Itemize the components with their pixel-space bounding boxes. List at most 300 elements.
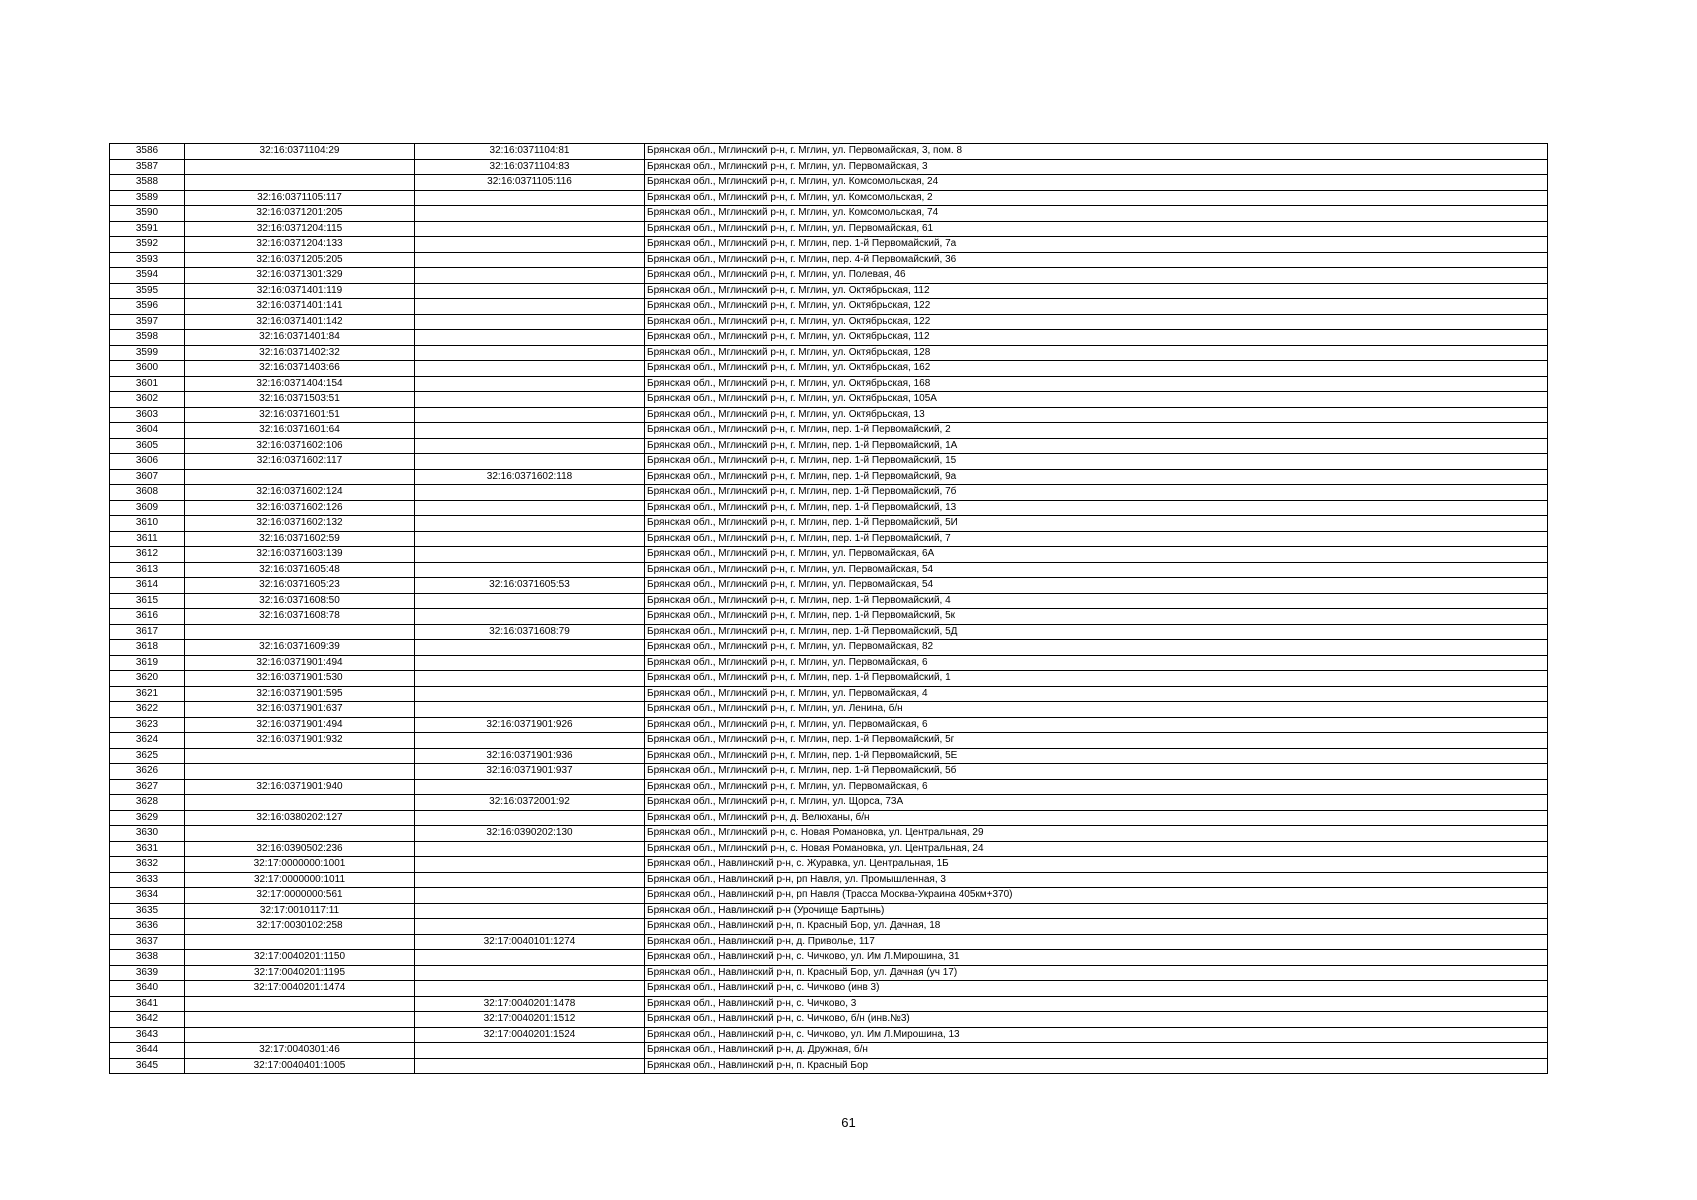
row-number-cell: 3610	[110, 516, 185, 532]
linked-cadastral-number-cell	[415, 407, 645, 423]
table-row	[110, 345, 1548, 361]
cadastral-number-cell: 32:16:0371402:32	[185, 345, 415, 361]
row-number-cell: 3624	[110, 733, 185, 749]
cadastral-number-cell: 32:16:0371901:932	[185, 733, 415, 749]
address-cell: Брянская обл., Мглинский р-н, г. Мглин, пер. 1-й Первомайский, 7а	[645, 237, 1548, 253]
table-row	[110, 888, 1548, 904]
linked-cadastral-number-cell	[415, 237, 645, 253]
row-number-cell: 3632	[110, 857, 185, 873]
address-cell: Брянская обл., Мглинский р-н, г. Мглин, ул. Комсомольская, 74	[645, 206, 1548, 222]
row-number-cell: 3644	[110, 1043, 185, 1059]
linked-cadastral-number-cell: 32:16:0371602:118	[415, 469, 645, 485]
cadastral-number-cell: 32:16:0371603:139	[185, 547, 415, 563]
address-cell: Брянская обл., Мглинский р-н, г. Мглин, ул. Октябрьская, 112	[645, 283, 1548, 299]
cadastral-number-cell: 32:16:0371901:637	[185, 702, 415, 718]
row-number-cell: 3625	[110, 748, 185, 764]
cadastral-number-cell: 32:16:0371401:142	[185, 314, 415, 330]
address-cell: Брянская обл., Мглинский р-н, г. Мглин, пер. 1-й Первомайский, 5г	[645, 733, 1548, 749]
row-number-cell: 3603	[110, 407, 185, 423]
address-cell: Брянская обл., Навлинский р-н, рп Навля, ул. Промышленная, 3	[645, 872, 1548, 888]
cadastral-number-cell: 32:16:0371602:59	[185, 531, 415, 547]
table-row	[110, 1027, 1548, 1043]
table-row	[110, 609, 1548, 625]
row-number-cell: 3594	[110, 268, 185, 284]
linked-cadastral-number-cell	[415, 454, 645, 470]
linked-cadastral-number-cell	[415, 1058, 645, 1074]
table-row	[110, 423, 1548, 439]
cadastral-number-cell: 32:16:0371205:205	[185, 252, 415, 268]
cadastral-number-cell	[185, 764, 415, 780]
address-cell: Брянская обл., Мглинский р-н, г. Мглин, пер. 1-й Первомайский, 1	[645, 671, 1548, 687]
linked-cadastral-number-cell: 32:16:0372001:92	[415, 795, 645, 811]
linked-cadastral-number-cell	[415, 206, 645, 222]
address-cell: Брянская обл., Мглинский р-н, г. Мглин, ул. Октябрьская, 122	[645, 299, 1548, 315]
cadastral-number-cell: 32:16:0371602:106	[185, 438, 415, 454]
row-number-cell: 3602	[110, 392, 185, 408]
row-number-cell: 3641	[110, 996, 185, 1012]
row-number-cell: 3590	[110, 206, 185, 222]
address-cell: Брянская обл., Мглинский р-н, г. Мглин, пер. 1-й Первомайский, 13	[645, 500, 1548, 516]
cadastral-number-cell	[185, 1012, 415, 1028]
linked-cadastral-number-cell	[415, 516, 645, 532]
linked-cadastral-number-cell: 32:16:0371608:79	[415, 624, 645, 640]
cadastral-number-cell: 32:17:0000000:1011	[185, 872, 415, 888]
table-row	[110, 159, 1548, 175]
address-cell: Брянская обл., Навлинский р-н, п. Красный Бор	[645, 1058, 1548, 1074]
row-number-cell: 3634	[110, 888, 185, 904]
address-cell: Брянская обл., Мглинский р-н, г. Мглин, ул. Первомайская, 6	[645, 717, 1548, 733]
cadastral-number-cell	[185, 748, 415, 764]
address-cell: Брянская обл., Мглинский р-н, г. Мглин, ул. Щорса, 73А	[645, 795, 1548, 811]
row-number-cell: 3593	[110, 252, 185, 268]
table-row	[110, 1058, 1548, 1074]
row-number-cell: 3598	[110, 330, 185, 346]
linked-cadastral-number-cell	[415, 779, 645, 795]
cadastral-number-cell: 32:16:0371602:132	[185, 516, 415, 532]
cadastral-number-cell: 32:17:0000000:561	[185, 888, 415, 904]
table-row	[110, 144, 1548, 160]
cadastral-number-cell: 32:16:0371401:119	[185, 283, 415, 299]
address-cell: Брянская обл., Мглинский р-н, г. Мглин, пер. 1-й Первомайский, 4	[645, 593, 1548, 609]
row-number-cell: 3614	[110, 578, 185, 594]
row-number-cell: 3619	[110, 655, 185, 671]
linked-cadastral-number-cell	[415, 221, 645, 237]
row-number-cell: 3628	[110, 795, 185, 811]
table-row	[110, 500, 1548, 516]
linked-cadastral-number-cell	[415, 919, 645, 935]
table-row	[110, 779, 1548, 795]
address-cell: Брянская обл., Мглинский р-н, г. Мглин, ул. Первомайская, 54	[645, 578, 1548, 594]
cadastral-number-cell: 32:16:0371901:494	[185, 655, 415, 671]
address-cell: Брянская обл., Мглинский р-н, г. Мглин, ул. Октябрьская, 122	[645, 314, 1548, 330]
cadastral-table	[109, 143, 1548, 1074]
cadastral-number-cell: 32:17:0040301:46	[185, 1043, 415, 1059]
address-cell: Брянская обл., Мглинский р-н, г. Мглин, ул. Октябрьская, 112	[645, 330, 1548, 346]
linked-cadastral-number-cell	[415, 252, 645, 268]
address-cell: Брянская обл., Мглинский р-н, г. Мглин, пер. 1-й Первомайский, 15	[645, 454, 1548, 470]
linked-cadastral-number-cell: 32:17:0040201:1524	[415, 1027, 645, 1043]
table-row	[110, 531, 1548, 547]
cadastral-number-cell: 32:16:0371301:329	[185, 268, 415, 284]
linked-cadastral-number-cell	[415, 810, 645, 826]
address-cell: Брянская обл., Мглинский р-н, г. Мглин, ул. Первомайская, 3, пом. 8	[645, 144, 1548, 160]
table-row	[110, 965, 1548, 981]
address-cell: Брянская обл., Мглинский р-н, г. Мглин, пер. 1-й Первомайский, 9а	[645, 469, 1548, 485]
row-number-cell: 3645	[110, 1058, 185, 1074]
row-number-cell: 3600	[110, 361, 185, 377]
address-cell: Брянская обл., Мглинский р-н, г. Мглин, ул. Первомайская, 3	[645, 159, 1548, 175]
linked-cadastral-number-cell	[415, 841, 645, 857]
cadastral-number-cell: 32:16:0371401:141	[185, 299, 415, 315]
address-cell: Брянская обл., Мглинский р-н, д. Велюханы, б/н	[645, 810, 1548, 826]
address-cell: Брянская обл., Навлинский р-н, п. Красный Бор, ул. Дачная (уч 17)	[645, 965, 1548, 981]
cadastral-number-cell	[185, 795, 415, 811]
cadastral-number-cell: 32:17:0030102:258	[185, 919, 415, 935]
linked-cadastral-number-cell	[415, 330, 645, 346]
row-number-cell: 3620	[110, 671, 185, 687]
cadastral-number-cell	[185, 996, 415, 1012]
table-row	[110, 903, 1548, 919]
table-row	[110, 206, 1548, 222]
cadastral-number-cell	[185, 469, 415, 485]
page-number: 61	[841, 1115, 856, 1130]
address-cell: Брянская обл., Мглинский р-н, г. Мглин, пер. 1-й Первомайский, 7	[645, 531, 1548, 547]
cadastral-number-cell: 32:16:0371503:51	[185, 392, 415, 408]
table-row	[110, 376, 1548, 392]
row-number-cell: 3596	[110, 299, 185, 315]
row-number-cell: 3616	[110, 609, 185, 625]
address-cell: Брянская обл., Мглинский р-н, г. Мглин, ул. Октябрьская, 168	[645, 376, 1548, 392]
cadastral-number-cell: 32:16:0371601:51	[185, 407, 415, 423]
table-row	[110, 748, 1548, 764]
linked-cadastral-number-cell	[415, 283, 645, 299]
table-row	[110, 190, 1548, 206]
row-number-cell: 3636	[110, 919, 185, 935]
row-number-cell: 3604	[110, 423, 185, 439]
table-row	[110, 175, 1548, 191]
address-cell: Брянская обл., Мглинский р-н, г. Мглин, пер. 1-й Первомайский, 5к	[645, 609, 1548, 625]
table-row	[110, 764, 1548, 780]
linked-cadastral-number-cell	[415, 376, 645, 392]
linked-cadastral-number-cell	[415, 392, 645, 408]
row-number-cell: 3597	[110, 314, 185, 330]
address-cell: Брянская обл., Навлинский р-н, п. Красный Бор, ул. Дачная, 18	[645, 919, 1548, 935]
cadastral-number-cell: 32:16:0371605:23	[185, 578, 415, 594]
table-row	[110, 578, 1548, 594]
row-number-cell: 3617	[110, 624, 185, 640]
linked-cadastral-number-cell	[415, 655, 645, 671]
table-row	[110, 454, 1548, 470]
table-row	[110, 392, 1548, 408]
address-cell: Брянская обл., Мглинский р-н, г. Мглин, ул. Первомайская, 4	[645, 686, 1548, 702]
linked-cadastral-number-cell: 32:16:0371901:937	[415, 764, 645, 780]
table-row	[110, 671, 1548, 687]
linked-cadastral-number-cell	[415, 950, 645, 966]
linked-cadastral-number-cell	[415, 268, 645, 284]
table-row	[110, 872, 1548, 888]
linked-cadastral-number-cell	[415, 686, 645, 702]
linked-cadastral-number-cell	[415, 485, 645, 501]
linked-cadastral-number-cell: 32:16:0371104:81	[415, 144, 645, 160]
cadastral-number-cell: 32:16:0371105:117	[185, 190, 415, 206]
cadastral-number-cell: 32:16:0371608:50	[185, 593, 415, 609]
address-cell: Брянская обл., Навлинский р-н, с. Чичково, б/н (инв.№3)	[645, 1012, 1548, 1028]
table-row	[110, 826, 1548, 842]
row-number-cell: 3629	[110, 810, 185, 826]
table-row	[110, 996, 1548, 1012]
table-row	[110, 702, 1548, 718]
linked-cadastral-number-cell	[415, 609, 645, 625]
table-row	[110, 283, 1548, 299]
row-number-cell: 3631	[110, 841, 185, 857]
cadastral-number-cell: 32:16:0371104:29	[185, 144, 415, 160]
row-number-cell: 3609	[110, 500, 185, 516]
address-cell: Брянская обл., Мглинский р-н, г. Мглин, ул. Первомайская, 82	[645, 640, 1548, 656]
address-cell: Брянская обл., Мглинский р-н, г. Мглин, пер. 1-й Первомайский, 5И	[645, 516, 1548, 532]
table-row	[110, 841, 1548, 857]
linked-cadastral-number-cell	[415, 299, 645, 315]
cadastral-number-cell: 32:16:0380202:127	[185, 810, 415, 826]
linked-cadastral-number-cell	[415, 500, 645, 516]
linked-cadastral-number-cell: 32:16:0371605:53	[415, 578, 645, 594]
table-row	[110, 547, 1548, 563]
address-cell: Брянская обл., Мглинский р-н, г. Мглин, ул. Комсомольская, 2	[645, 190, 1548, 206]
table-row	[110, 717, 1548, 733]
row-number-cell: 3622	[110, 702, 185, 718]
linked-cadastral-number-cell	[415, 981, 645, 997]
row-number-cell: 3601	[110, 376, 185, 392]
cadastral-number-cell: 32:16:0371401:84	[185, 330, 415, 346]
linked-cadastral-number-cell	[415, 531, 645, 547]
table-row	[110, 640, 1548, 656]
address-cell: Брянская обл., Навлинский р-н, д. Дружная, б/н	[645, 1043, 1548, 1059]
linked-cadastral-number-cell	[415, 888, 645, 904]
row-number-cell: 3611	[110, 531, 185, 547]
table-row	[110, 795, 1548, 811]
linked-cadastral-number-cell: 32:17:0040101:1274	[415, 934, 645, 950]
linked-cadastral-number-cell	[415, 857, 645, 873]
row-number-cell: 3639	[110, 965, 185, 981]
linked-cadastral-number-cell	[415, 1043, 645, 1059]
cadastral-number-cell: 32:16:0371403:66	[185, 361, 415, 377]
address-cell: Брянская обл., Мглинский р-н, г. Мглин, ул. Полевая, 46	[645, 268, 1548, 284]
cadastral-number-cell: 32:16:0371404:154	[185, 376, 415, 392]
linked-cadastral-number-cell	[415, 702, 645, 718]
cadastral-number-cell: 32:16:0371601:64	[185, 423, 415, 439]
cadastral-number-cell: 32:17:0040401:1005	[185, 1058, 415, 1074]
address-cell: Брянская обл., Мглинский р-н, г. Мглин, ул. Первомайская, 6А	[645, 547, 1548, 563]
linked-cadastral-number-cell: 32:16:0371901:926	[415, 717, 645, 733]
row-number-cell: 3630	[110, 826, 185, 842]
row-number-cell: 3608	[110, 485, 185, 501]
table-row	[110, 593, 1548, 609]
linked-cadastral-number-cell	[415, 593, 645, 609]
table-row	[110, 934, 1548, 950]
cadastral-number-cell: 32:16:0371901:940	[185, 779, 415, 795]
row-number-cell: 3589	[110, 190, 185, 206]
linked-cadastral-number-cell: 32:16:0371104:83	[415, 159, 645, 175]
address-cell: Брянская обл., Мглинский р-н, г. Мглин, ул. Первомайская, 6	[645, 655, 1548, 671]
row-number-cell: 3642	[110, 1012, 185, 1028]
row-number-cell: 3605	[110, 438, 185, 454]
table-row	[110, 919, 1548, 935]
cadastral-number-cell: 32:16:0390502:236	[185, 841, 415, 857]
cadastral-number-cell: 32:17:0010117:11	[185, 903, 415, 919]
address-cell: Брянская обл., Навлинский р-н, с. Чичково, 3	[645, 996, 1548, 1012]
table-row	[110, 330, 1548, 346]
cadastral-number-cell: 32:17:0000000:1001	[185, 857, 415, 873]
cadastral-number-cell: 32:16:0371608:78	[185, 609, 415, 625]
cadastral-number-cell: 32:16:0371602:124	[185, 485, 415, 501]
table-row	[110, 655, 1548, 671]
cadastral-number-cell: 32:16:0371602:126	[185, 500, 415, 516]
address-cell: Брянская обл., Навлинский р-н, д. Приволье, 117	[645, 934, 1548, 950]
cadastral-number-cell: 32:16:0371204:133	[185, 237, 415, 253]
linked-cadastral-number-cell	[415, 345, 645, 361]
address-cell: Брянская обл., Мглинский р-н, г. Мглин, пер. 1-й Первомайский, 2	[645, 423, 1548, 439]
linked-cadastral-number-cell	[415, 903, 645, 919]
address-cell: Брянская обл., Мглинский р-н, г. Мглин, пер. 1-й Первомайский, 7б	[645, 485, 1548, 501]
cadastral-number-cell	[185, 934, 415, 950]
cadastral-number-cell: 32:16:0371605:48	[185, 562, 415, 578]
address-cell: Брянская обл., Мглинский р-н, г. Мглин, ул. Первомайская, 54	[645, 562, 1548, 578]
table-row	[110, 221, 1548, 237]
row-number-cell: 3618	[110, 640, 185, 656]
address-cell: Брянская обл., Навлинский р-н, рп Навля (Трасса Москва-Украина 405км+370)	[645, 888, 1548, 904]
table-row	[110, 950, 1548, 966]
linked-cadastral-number-cell	[415, 547, 645, 563]
row-number-cell: 3635	[110, 903, 185, 919]
address-cell: Брянская обл., Мглинский р-н, г. Мглин, ул. Октябрьская, 13	[645, 407, 1548, 423]
linked-cadastral-number-cell	[415, 438, 645, 454]
table-body	[110, 144, 1548, 1074]
linked-cadastral-number-cell: 32:17:0040201:1512	[415, 1012, 645, 1028]
row-number-cell: 3606	[110, 454, 185, 470]
linked-cadastral-number-cell	[415, 671, 645, 687]
row-number-cell: 3587	[110, 159, 185, 175]
cadastral-number-cell: 32:16:0371901:595	[185, 686, 415, 702]
cadastral-number-cell: 32:16:0371609:39	[185, 640, 415, 656]
linked-cadastral-number-cell	[415, 872, 645, 888]
cadastral-number-cell	[185, 1027, 415, 1043]
row-number-cell: 3621	[110, 686, 185, 702]
linked-cadastral-number-cell: 32:16:0371901:936	[415, 748, 645, 764]
table-row	[110, 981, 1548, 997]
row-number-cell: 3643	[110, 1027, 185, 1043]
address-cell: Брянская обл., Мглинский р-н, г. Мглин, пер. 1-й Первомайский, 5Д	[645, 624, 1548, 640]
linked-cadastral-number-cell	[415, 423, 645, 439]
table-row	[110, 733, 1548, 749]
table-row	[110, 438, 1548, 454]
cadastral-number-cell: 32:16:0371201:205	[185, 206, 415, 222]
row-number-cell: 3599	[110, 345, 185, 361]
table-row	[110, 407, 1548, 423]
table-row	[110, 686, 1548, 702]
row-number-cell: 3607	[110, 469, 185, 485]
address-cell: Брянская обл., Навлинский р-н, с. Чичково, ул. Им Л.Мирошина, 13	[645, 1027, 1548, 1043]
table-row	[110, 1012, 1548, 1028]
row-number-cell: 3623	[110, 717, 185, 733]
address-cell: Брянская обл., Мглинский р-н, г. Мглин, пер. 4-й Первомайский, 36	[645, 252, 1548, 268]
address-cell: Брянская обл., Мглинский р-н, г. Мглин, ул. Комсомольская, 24	[645, 175, 1548, 191]
cadastral-number-cell: 32:17:0040201:1195	[185, 965, 415, 981]
table-row	[110, 268, 1548, 284]
table-row	[110, 810, 1548, 826]
address-cell: Брянская обл., Мглинский р-н, г. Мглин, ул. Первомайская, 61	[645, 221, 1548, 237]
table-row	[110, 516, 1548, 532]
address-cell: Брянская обл., Мглинский р-н, с. Новая Романовка, ул. Центральная, 24	[645, 841, 1548, 857]
table-row	[110, 857, 1548, 873]
cadastral-number-cell: 32:17:0040201:1474	[185, 981, 415, 997]
cadastral-number-cell: 32:16:0371602:117	[185, 454, 415, 470]
row-number-cell: 3613	[110, 562, 185, 578]
linked-cadastral-number-cell	[415, 640, 645, 656]
address-cell: Брянская обл., Навлинский р-н (Урочище Бартынь)	[645, 903, 1548, 919]
address-cell: Брянская обл., Мглинский р-н, г. Мглин, ул. Октябрьская, 105А	[645, 392, 1548, 408]
row-number-cell: 3586	[110, 144, 185, 160]
row-number-cell: 3637	[110, 934, 185, 950]
address-cell: Брянская обл., Мглинский р-н, г. Мглин, ул. Октябрьская, 162	[645, 361, 1548, 377]
row-number-cell: 3612	[110, 547, 185, 563]
linked-cadastral-number-cell	[415, 190, 645, 206]
cadastral-number-cell	[185, 175, 415, 191]
cadastral-number-cell: 32:17:0040201:1150	[185, 950, 415, 966]
linked-cadastral-number-cell	[415, 562, 645, 578]
table-row	[110, 237, 1548, 253]
address-cell: Брянская обл., Навлинский р-н, с. Чичково (инв 3)	[645, 981, 1548, 997]
linked-cadastral-number-cell	[415, 965, 645, 981]
row-number-cell: 3615	[110, 593, 185, 609]
address-cell: Брянская обл., Мглинский р-н, г. Мглин, пер. 1-й Первомайский, 1А	[645, 438, 1548, 454]
table-row	[110, 314, 1548, 330]
address-cell: Брянская обл., Мглинский р-н, г. Мглин, ул. Ленина, б/н	[645, 702, 1548, 718]
linked-cadastral-number-cell: 32:17:0040201:1478	[415, 996, 645, 1012]
row-number-cell: 3588	[110, 175, 185, 191]
table-row	[110, 252, 1548, 268]
address-cell: Брянская обл., Мглинский р-н, г. Мглин, пер. 1-й Первомайский, 5Е	[645, 748, 1548, 764]
row-number-cell: 3638	[110, 950, 185, 966]
address-cell: Брянская обл., Мглинский р-н, г. Мглин, ул. Первомайская, 6	[645, 779, 1548, 795]
cadastral-number-cell: 32:16:0371901:530	[185, 671, 415, 687]
row-number-cell: 3627	[110, 779, 185, 795]
linked-cadastral-number-cell	[415, 361, 645, 377]
row-number-cell: 3626	[110, 764, 185, 780]
table-row	[110, 299, 1548, 315]
address-cell: Брянская обл., Навлинский р-н, с. Журавка, ул. Центральная, 1Б	[645, 857, 1548, 873]
address-cell: Брянская обл., Навлинский р-н, с. Чичково, ул. Им Л.Мирошина, 31	[645, 950, 1548, 966]
cadastral-number-cell: 32:16:0371204:115	[185, 221, 415, 237]
table-row	[110, 624, 1548, 640]
cadastral-number-cell	[185, 624, 415, 640]
linked-cadastral-number-cell: 32:16:0371105:116	[415, 175, 645, 191]
cadastral-number-cell	[185, 826, 415, 842]
table-row	[110, 361, 1548, 377]
row-number-cell: 3592	[110, 237, 185, 253]
linked-cadastral-number-cell: 32:16:0390202:130	[415, 826, 645, 842]
table-row	[110, 469, 1548, 485]
row-number-cell: 3591	[110, 221, 185, 237]
address-cell: Брянская обл., Мглинский р-н, г. Мглин, ул. Октябрьская, 128	[645, 345, 1548, 361]
row-number-cell: 3640	[110, 981, 185, 997]
address-cell: Брянская обл., Мглинский р-н, г. Мглин, пер. 1-й Первомайский, 5б	[645, 764, 1548, 780]
table-row	[110, 1043, 1548, 1059]
linked-cadastral-number-cell	[415, 733, 645, 749]
table-row	[110, 485, 1548, 501]
address-cell: Брянская обл., Мглинский р-н, с. Новая Романовка, ул. Центральная, 29	[645, 826, 1548, 842]
cadastral-number-cell: 32:16:0371901:494	[185, 717, 415, 733]
cadastral-number-cell	[185, 159, 415, 175]
linked-cadastral-number-cell	[415, 314, 645, 330]
